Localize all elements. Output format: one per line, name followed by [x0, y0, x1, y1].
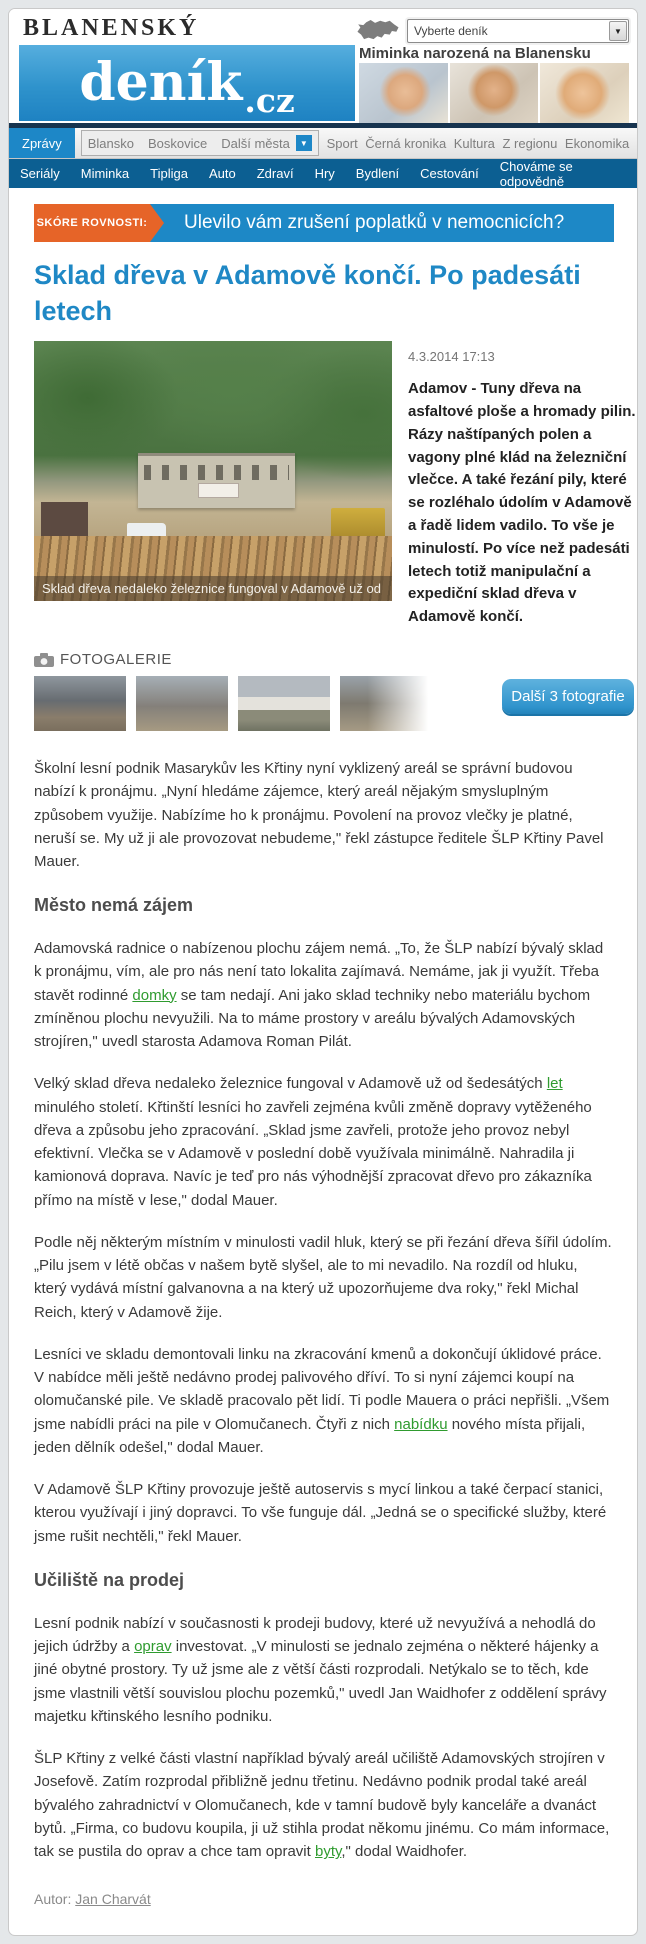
- paragraph-text: minulého století. Křtinští lesníci ho zavřeli zejména kvůli změně dopravy vytěženého dřeva a způsobu jeho zpracování. „Sklad jsme zavřeli, protože jeho provoz nebyl efektivní. Vlečka se v Adamově v poslední době využívala minimálně. Nahradila ji kamionová doprava. Navíc je teď pro nás výhodnější zpracovat dřevo pro zákazníka přímo na místě v lese," dodal Mauer.: [34, 1098, 592, 1209]
- deniky-select[interactable]: [407, 19, 629, 43]
- nav-item-zpravy[interactable]: Zprávy: [9, 128, 75, 158]
- baby-photo[interactable]: [540, 63, 629, 123]
- article-paragraph: [34, 1072, 612, 1212]
- inline-link-let[interactable]: let: [546, 1075, 563, 1093]
- article-paragraph: [34, 937, 612, 1053]
- page-card: [8, 8, 638, 1936]
- nav-item-sport[interactable]: Sport: [326, 135, 358, 151]
- logo-suffix: .cz: [244, 81, 295, 120]
- nav-item-cestovani[interactable]: Cestování: [420, 166, 479, 181]
- inline-link-byty[interactable]: byty: [314, 1843, 342, 1861]
- author-label: Autor:: [34, 1891, 72, 1908]
- gallery-label: FOTOGALERIE: [60, 651, 172, 669]
- nav-item-bydleni[interactable]: Bydlení: [355, 166, 400, 181]
- nav-item-miminka[interactable]: Miminka: [80, 166, 130, 181]
- article-paragraph: [34, 1747, 612, 1863]
- paragraph-text: Lesníci ve skladu demontovali linku na zkracování kmenů a dokončují úklidové práce. V nabídce měli ještě nedávno prodej palivového dříví. To si nyní zájemci koupí na olomučanské pile. Ve skladě pracovalo pět lidí. Ti podle Mauera o práci nepřišli. „Všem jsme nabídli práci na pile v Olomučanech. Čtyři z nich: [34, 1345, 610, 1433]
- article-top-row: [34, 341, 637, 629]
- secondary-nav: [9, 159, 637, 188]
- poll-banner-question: Ulevilo vám zrušení poplatků v nemocnicích?: [150, 204, 614, 242]
- babies-promo-photos[interactable]: [359, 63, 629, 123]
- paragraph-text: nového místa přijali, jeden dělník odešel," dodal Mauer.: [34, 1415, 586, 1456]
- article-paragraph: [34, 1478, 612, 1548]
- paragraph-text: ," dodal Waidhofer.: [341, 1843, 468, 1861]
- paragraph-text: Adamovská radnice o nabízenou plochu zájem nemá. „To, že ŠLP nabízí bývalý sklad k pronájmu, vím, ale pro nás není tato lokalita zajímavá. Nemáme, jak ji využít. Třeba stavět rodinné: [34, 940, 604, 1004]
- photo-building: [138, 453, 296, 508]
- paragraph-text: Podle něj některým místním v minulosti vadil hluk, který se při řezání dřeva šířil údolím. „Pilu jsem v létě občas v našem bytě slyšel, ale to mi nevadilo. Na rozdíl od hluku, který vydává místní galvanovna a na který už upozorňujeme dva roky," řekl Michal Reich, který v Adamově žije.: [34, 1233, 612, 1321]
- nav-item-z-regionu[interactable]: Z regionu: [502, 135, 558, 151]
- photo-caption: Sklad dřeva nedaleko železnice fungoval v Adamově už od: [34, 576, 392, 601]
- article-paragraph: [34, 1343, 612, 1459]
- inline-link-nabidku[interactable]: nabídku: [394, 1415, 448, 1433]
- article-paragraph: [34, 757, 612, 873]
- poll-banner-label: SKÓRE ROVNOSTI:: [34, 204, 150, 242]
- gallery-thumb[interactable]: [238, 676, 330, 731]
- article-title: Sklad dřeva v Adamově končí. Po padesáti letech: [34, 260, 581, 326]
- paragraph-text: se tam nedají. Ani jako sklad techniky nebo materiálu bychom zmíněnou plochu nevyužili. Na to máme prostory v areálu bývalých Adamovských strojíren," uvedl starosta Adamova Roman Pilát.: [34, 986, 591, 1051]
- poll-banner[interactable]: [34, 204, 614, 242]
- section-heading: Město nemá zájem: [34, 895, 194, 916]
- nav-item-auto[interactable]: Auto: [208, 166, 236, 181]
- nav-item-chovame-se-odpovedne[interactable]: Chováme se odpovědně: [499, 158, 573, 189]
- nav-item-serialy[interactable]: Seriály: [20, 166, 60, 181]
- article-side-column: [408, 341, 636, 629]
- article-author: [34, 1889, 612, 1935]
- article-paragraph: [34, 1612, 612, 1728]
- baby-photo[interactable]: [450, 63, 539, 123]
- camera-icon: [34, 653, 54, 667]
- photo-gallery: [34, 651, 626, 731]
- gallery-thumb[interactable]: [34, 676, 126, 731]
- select-value: Vyberte deník: [414, 24, 488, 38]
- author-link[interactable]: Jan Charvát: [75, 1891, 151, 1908]
- paragraph-text: Lesní podnik nabízí v současnosti k prodeji budovy, které už nevyužívá a nehodlá do jejich údržby a: [34, 1614, 596, 1656]
- chevron-down-icon[interactable]: ▼: [609, 21, 627, 41]
- nav-items: [319, 128, 637, 158]
- nav-item-blansko[interactable]: Blansko: [87, 135, 134, 151]
- region-name[interactable]: BLANENSKÝ: [23, 15, 200, 41]
- gallery-thumb[interactable]: [340, 676, 432, 731]
- gallery-header: [34, 651, 626, 668]
- article-main-photo[interactable]: [34, 341, 392, 601]
- section-heading: Učiliště na prodej: [34, 1569, 185, 1590]
- nav-city-group: [81, 130, 319, 156]
- nav-item-ekonomika[interactable]: Ekonomika: [564, 135, 630, 151]
- article-lead: Adamov - Tuny dřeva na asfaltové ploše a hromady pilin. Rázy naštípaných polen a vagony plné klád na železniční vlečce. A také řezání pily, které se rozléhalo údolím v Adamově a řadě lidem vadilo. To vše je minulostí. Po více než padesáti letech totiž manipulační a expediční sklad dřeva v Adamově končí.: [408, 380, 636, 626]
- paragraph-text: Velký sklad dřeva nedaleko železnice fungoval v Adamově už od šedesátých: [34, 1075, 547, 1093]
- gallery-thumb[interactable]: [136, 676, 228, 731]
- baby-photo[interactable]: [359, 63, 448, 123]
- paragraph-text: V Adamově ŠLP Křtiny provozuje ještě autoservis s mycí linkou a také čerpací stanici, kterou využívají i jiný dopravci. To vše funguje dál. „Jedná se o specifické služby, které jsme rušit nechtěli," řekl Mauer.: [34, 1481, 607, 1545]
- nav-item-zdravi[interactable]: Zdraví: [256, 166, 294, 181]
- article-paragraph: [34, 1231, 612, 1324]
- nav-item-dalsi-mesta[interactable]: Další města: [221, 135, 290, 151]
- babies-promo-title: Miminka narozená na Blanensku: [359, 45, 591, 62]
- inline-link-domky[interactable]: domky: [132, 986, 177, 1004]
- paragraph-text: ŠLP Křtiny z velké části vlastní například bývalý areál učiliště Adamovských strojíren v Josefově. Zatím rozprodal přibližně jednu třetinu. Nedávno podnik prodal také areál bývalého zahradnictví v Olomučanech, kde v tamní budově byly kanceláře a dvanáct bytů. „Firma, co budovu koupila, ji už stihla prodat někomu jinému. Co mám informace, tak se pustila do oprav a chce tam opravit: [34, 1750, 610, 1861]
- nav-item-hry[interactable]: Hry: [314, 166, 335, 181]
- nav-item-tipliga[interactable]: Tipliga: [150, 166, 188, 181]
- inline-link-oprav[interactable]: oprav: [134, 1638, 172, 1656]
- nav-item-kultura[interactable]: Kultura: [453, 135, 495, 151]
- article-date: 4.3.2014 17:13: [408, 349, 495, 365]
- paragraph-text: Školní lesní podnik Masarykův les Křtiny nyní vyklizený areál se správní budovou nabízí k pronájmu. „Nyní hledáme zájemce, který areál nějakým smysluplným způsobem využije. Nabízíme ho k pronájmu. Povolení na provoz vlečky je platné, neruší se. My už ji ale provozovat nebudeme," řekl zástupce ředitele ŠLP Křtiny Pavel Mauer.: [34, 760, 604, 871]
- nav-item-boskovice[interactable]: Boskovice: [147, 135, 208, 151]
- more-photos-button[interactable]: Další 3 fotografie: [502, 679, 634, 714]
- primary-nav: [9, 128, 637, 159]
- paragraph-text: investovat. „V minulosti se jednalo zejména o některé hájenky a jiné obytné prostory. Ty už jsme ale z větší části rozprodali. Netýkalo se to těch, kde jsme vlastnili větší souvislou plochu pozemků," uvedl Jan Waidhofer z oddělení správy majetku křtinského lesního podniku.: [34, 1638, 607, 1725]
- site-header: [9, 9, 637, 123]
- article-body: [9, 731, 637, 1935]
- nav-item-cerna-kronika[interactable]: Černá kronika: [365, 135, 447, 151]
- site-logo[interactable]: [19, 45, 355, 121]
- logo-text: deník: [79, 52, 243, 113]
- chevron-down-icon[interactable]: ▼: [296, 135, 312, 151]
